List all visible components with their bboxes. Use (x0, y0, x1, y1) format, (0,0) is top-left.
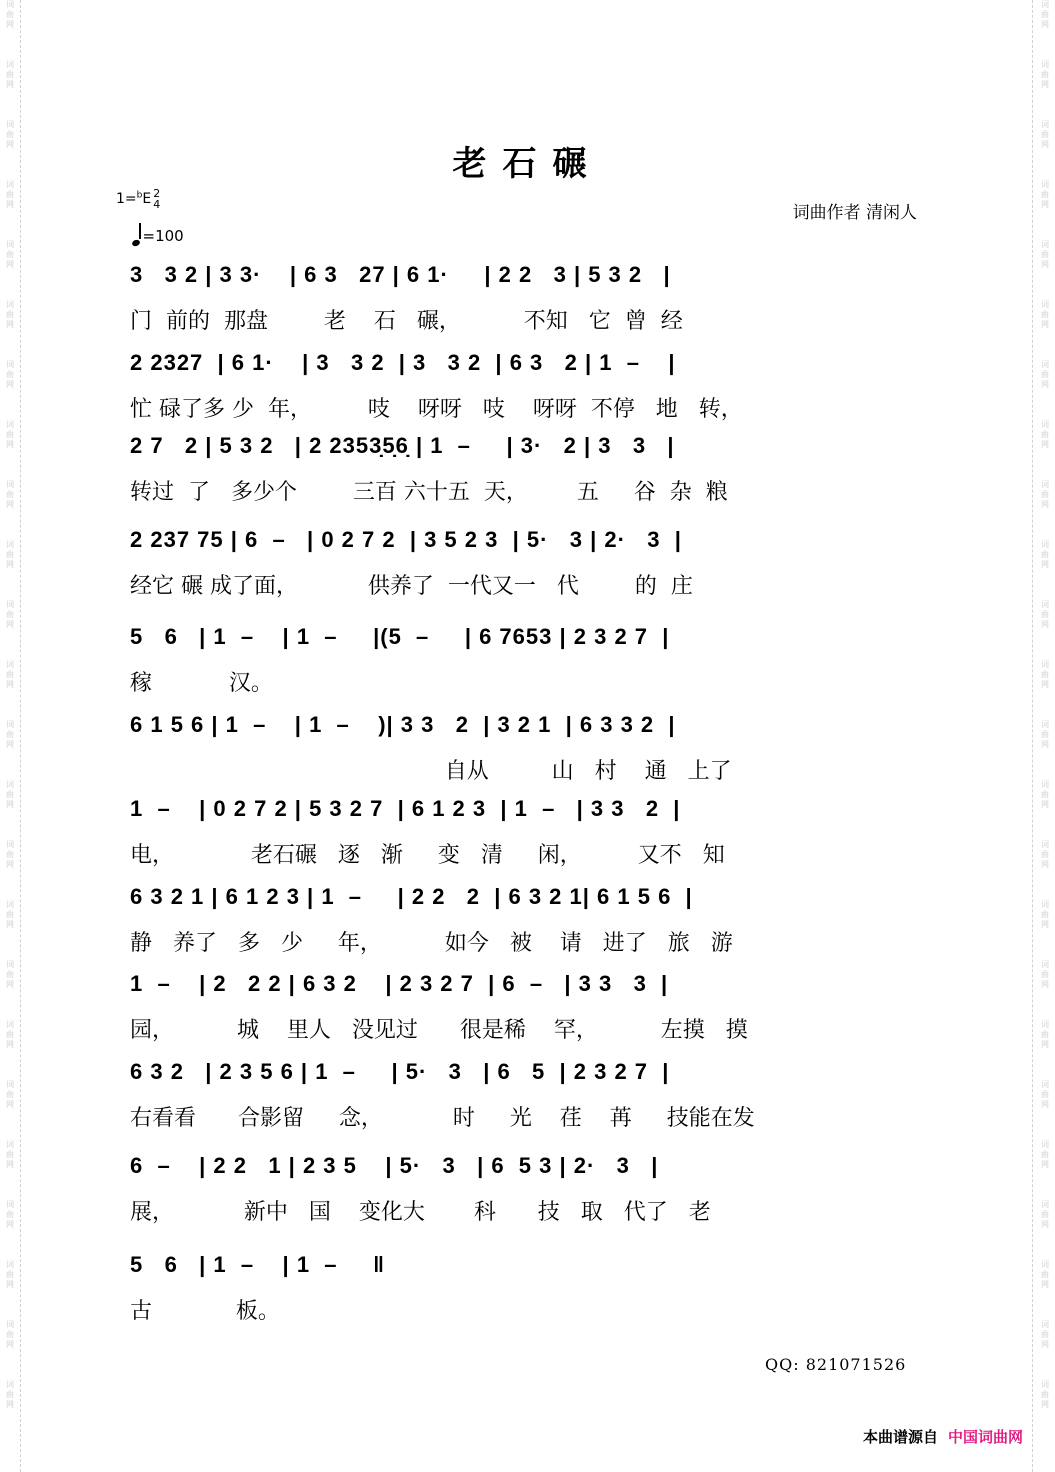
watermark-text: 词 曲 网 (6, 720, 14, 749)
key-prefix: 1= (116, 191, 137, 207)
watermark-text: 词 曲 网 (6, 1380, 14, 1409)
lyrics-row: 古 板。 (130, 1299, 280, 1324)
source-label: 本曲谱源自 (862, 1428, 938, 1446)
watermark-text: 词 曲 网 (1041, 360, 1049, 389)
time-top: 2 (153, 187, 161, 200)
watermark-text: 词 曲 网 (1041, 1380, 1049, 1409)
notation-row: 1 – | 0 2 7 2 | 5 3 2 7 | 6 1 2 3 | 1 – | 3 3 2 | (130, 796, 681, 821)
notation-row: 6 1 5 6 | 1 – | 1 – )| 3 3 2 | 3 2 1 | 6 3 3 2 | (130, 712, 676, 737)
key-flat: b (136, 190, 143, 201)
watermark-text: 词 曲 网 (6, 480, 14, 509)
notation-row: 6 3 2 1 | 6 1 2 3 | 1 – | 2 2 2 | 6 3 2 1| 6 1 5 6 | (130, 884, 693, 909)
watermark-text: 词 曲 网 (6, 1140, 14, 1169)
watermark-text: 词 曲 网 (1041, 120, 1049, 149)
notation-row: 2 2327 | 6 1· | 3 3 2 | 3 3 2 | 6 3 2 | 1 – | (130, 350, 676, 375)
source-credit (863, 1426, 1023, 1447)
lyrics-row: 忙 碌了多 少 年， 吱 呀呀 吱 呀呀 不停 地 转， (130, 397, 743, 422)
watermark-text: 词 曲 网 (6, 180, 14, 209)
source-brand: 中国词曲网 (947, 1428, 1023, 1446)
watermark-text: 词 曲 网 (1041, 1320, 1049, 1349)
watermark-text: 词 曲 网 (6, 1200, 14, 1229)
lyrics-row: 稼 汉。 (130, 671, 273, 696)
watermark-text: 词 曲 网 (6, 1020, 14, 1049)
watermark-text: 词 曲 网 (1041, 840, 1049, 869)
watermark-text: 词 曲 网 (6, 120, 14, 149)
watermark-text: 词 曲 网 (6, 1260, 14, 1289)
watermark-text: 词 曲 网 (6, 780, 14, 809)
watermark-text: 词 曲 网 (1041, 900, 1049, 929)
watermark-text: 词 曲 网 (1041, 780, 1049, 809)
watermark-text: 词 曲 网 (1041, 1140, 1049, 1169)
notation-row: 5 6 | 1 – | 1 – |(5 – | 6 7653 | 2 3 2 7 | (130, 624, 670, 649)
notation-row: 6 3 2 | 2 3 5 6 | 1 – | 5· 3 | 6 5 | 2 3 2 7 | (130, 1059, 670, 1084)
watermark-text: 词 曲 网 (6, 360, 14, 389)
qq-contact: QQ: 821071526 (765, 1355, 907, 1374)
key-tonic: E (142, 191, 152, 207)
watermark-text: 词 曲 网 (6, 0, 14, 29)
watermark-text: 词 曲 网 (1041, 600, 1049, 629)
watermark-text: 词 曲 网 (6, 420, 14, 449)
watermark-text: 词 曲 网 (6, 1080, 14, 1109)
notation-row: 6 – | 2 2 1 | 2 3 5 | 5· 3 | 6 5 3 | 2· 3 | (130, 1153, 659, 1178)
watermark-text: 词 曲 网 (1041, 300, 1049, 329)
lyrics-row: 转过 了 多少个 三百 六十五 天， 五 谷 杂 粮 (130, 480, 728, 505)
lyrics-row: 门 前的 那盘 老 石 碾， 不知 它 曾 经 (130, 309, 683, 334)
watermark-text: 词 曲 网 (6, 840, 14, 869)
watermark-text: 词 曲 网 (6, 660, 14, 689)
watermark-text: 词 曲 网 (6, 900, 14, 929)
watermark-text: 词 曲 网 (1041, 60, 1049, 89)
watermark-text: 词 曲 网 (1041, 720, 1049, 749)
lyrics-row: 经它 碾 成了面， 供养了 一代又一 代 的 庄 (130, 574, 693, 599)
lyrics-row: 自从 山 村 通 上了 (130, 759, 732, 784)
watermark-text: 词 曲 网 (1041, 0, 1049, 29)
lyrics-row: 静 养了 多 少 年， 如今 被 请 进了 旅 游 (130, 931, 733, 956)
notation-row: 2 237 75 | 6 – | 0 2 7 2 | 3 5 2 3 | 5· 3 | 2· 3 | (130, 527, 682, 552)
watermark-text: 词 曲 网 (6, 1320, 14, 1349)
watermark-text: 词 曲 网 (6, 60, 14, 89)
watermark-text: 词 曲 网 (1041, 1200, 1049, 1229)
watermark-text: 词 曲 网 (1041, 960, 1049, 989)
lyrics-row: 右看看 合影留 念， 时 光 荏 苒 技能在发 (130, 1106, 755, 1131)
author-credit: 词曲作者 清闲人 (792, 203, 917, 223)
watermark-text: 词 曲 网 (1041, 240, 1049, 269)
notation-row: 5 6 | 1 – | 1 – ‖ (130, 1252, 386, 1277)
watermark-text: 词 曲 网 (1041, 480, 1049, 509)
watermark-text: 词 曲 网 (6, 600, 14, 629)
watermark-text: 词 曲 网 (1041, 420, 1049, 449)
tempo-value: =100 (142, 227, 184, 245)
watermark-text: 词 曲 网 (6, 300, 14, 329)
watermark-text: 词 曲 网 (1041, 540, 1049, 569)
notation-row: 3 3 2 | 3 3· | 6 3 27 | 6 1· | 2 2 3 | 5 3 2 | (130, 262, 671, 287)
watermark-text: 词 曲 网 (1041, 1020, 1049, 1049)
time-bottom: 4 (153, 198, 161, 211)
lyrics-row: 园， 城 里人 没见过 很是稀 罕， 左摸 摸 (130, 1018, 748, 1043)
song-title: 老石碾 (452, 144, 603, 184)
watermark-text: 词 曲 网 (6, 540, 14, 569)
lyrics-row: 展， 新中 国 变化大 科 技 取 代了 老 (130, 1200, 711, 1225)
notation-row: 1 – | 2 2 2 | 6 3 2 | 2 3 2 7 | 6 – | 3 3 3 | (130, 971, 669, 996)
lyrics-row: 电， 老石碾 逐 渐 变 清 闲， 又不 知 (130, 843, 725, 868)
watermark-text: 词 曲 网 (1041, 660, 1049, 689)
notation-row: 2 7 2 | 5 3 2 | 2 2353̣5̣6̣ | 1 – | 3· 2 | 3 3 | (130, 433, 675, 458)
watermark-text: 词 曲 网 (6, 960, 14, 989)
watermark-text: 词 曲 网 (1041, 1260, 1049, 1289)
watermark-text: 词 曲 网 (1041, 180, 1049, 209)
watermark-text: 词 曲 网 (6, 240, 14, 269)
watermark-text: 词 曲 网 (1041, 1080, 1049, 1109)
